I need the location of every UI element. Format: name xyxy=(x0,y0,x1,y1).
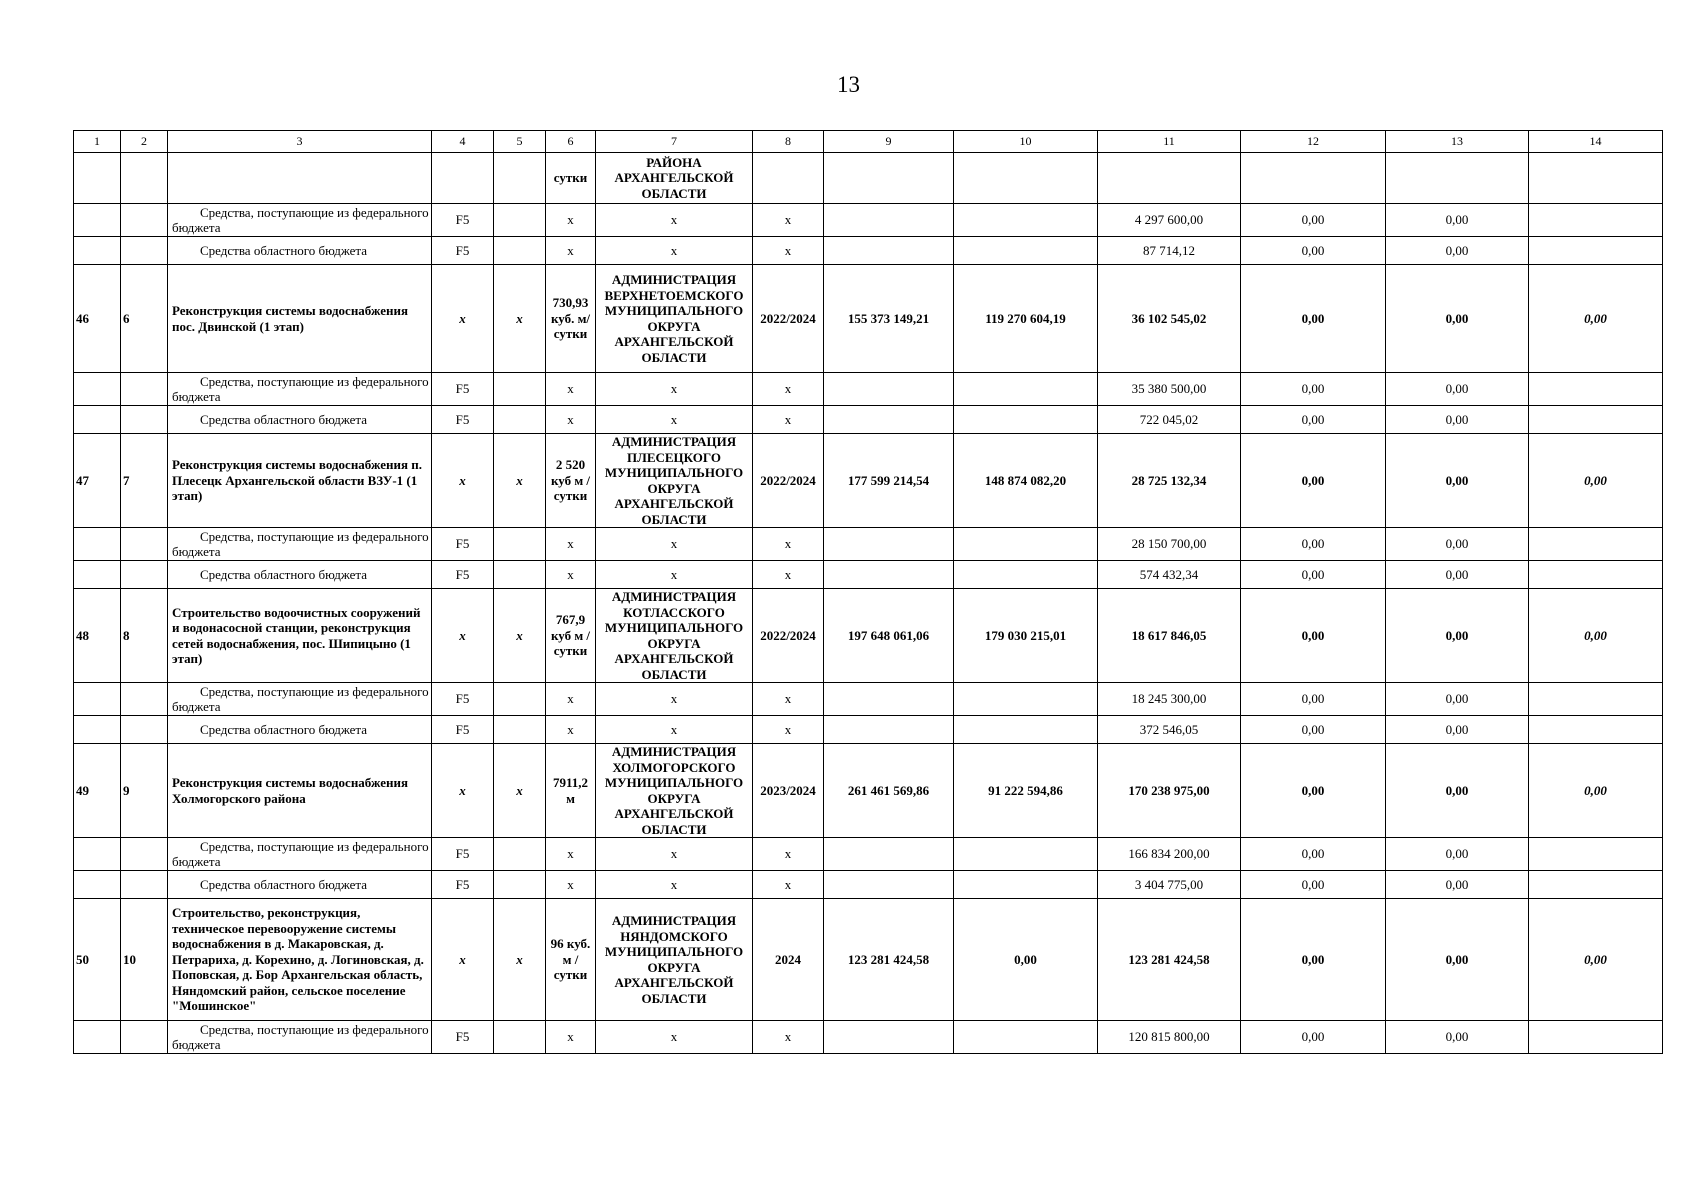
funding-row xyxy=(74,838,1663,871)
period-cell: х xyxy=(753,716,824,744)
cell-empty xyxy=(494,683,546,716)
funding-source-name: Средства областного бюджета xyxy=(168,561,432,589)
period-cell: 2023/2024 xyxy=(753,744,824,838)
cell-empty xyxy=(494,838,546,871)
row-number: 49 xyxy=(74,744,121,838)
col14-cell: 0,00 xyxy=(1529,589,1663,683)
cell-empty xyxy=(1529,406,1663,434)
col14-cell: 0,00 xyxy=(1529,899,1663,1021)
item-number: 10 xyxy=(121,899,168,1021)
capacity-cell: х xyxy=(546,528,596,561)
column-number: 14 xyxy=(1529,131,1663,153)
col11-cell: 18 245 300,00 xyxy=(1098,683,1241,716)
total-cost-cell: 197 648 061,06 xyxy=(824,589,954,683)
col13-cell: 0,00 xyxy=(1386,683,1529,716)
cell-empty xyxy=(121,406,168,434)
col12-cell: 0,00 xyxy=(1241,373,1386,406)
organization-cell: х xyxy=(596,871,753,899)
cell-empty xyxy=(954,406,1098,434)
col10-cell: 119 270 604,19 xyxy=(954,265,1098,373)
funding-row xyxy=(74,716,1663,744)
organization-cell: х xyxy=(596,1021,753,1054)
funding-source-name: Средства, поступающие из федерального бюджета xyxy=(168,838,432,871)
code-cell: F5 xyxy=(432,871,494,899)
col5-cell: х xyxy=(494,744,546,838)
col12-cell: 0,00 xyxy=(1241,265,1386,373)
cell-empty xyxy=(74,871,121,899)
project-row xyxy=(74,434,1663,528)
project-name: Реконструкция системы водоснабжения Холмогорского района xyxy=(168,744,432,838)
col10-cell: 148 874 082,20 xyxy=(954,434,1098,528)
table-body xyxy=(74,131,1663,1054)
col11-cell: 722 045,02 xyxy=(1098,406,1241,434)
cell-empty xyxy=(494,406,546,434)
funding-source-name: Средства областного бюджета xyxy=(168,406,432,434)
period-cell: 2022/2024 xyxy=(753,434,824,528)
capacity-cell: 7911,2 м xyxy=(546,744,596,838)
code-cell: F5 xyxy=(432,561,494,589)
capacity-cell: 96 куб. м / сутки xyxy=(546,899,596,1021)
row-number: 48 xyxy=(74,589,121,683)
col13-cell: 0,00 xyxy=(1386,561,1529,589)
code-cell: F5 xyxy=(432,716,494,744)
period-cell: х xyxy=(753,1021,824,1054)
cell-empty xyxy=(74,237,121,265)
period-cell: х xyxy=(753,838,824,871)
capacity-cell: х xyxy=(546,406,596,434)
code-cell: х xyxy=(432,744,494,838)
cell-empty xyxy=(1529,871,1663,899)
project-row xyxy=(74,265,1663,373)
cell-empty xyxy=(1241,153,1386,204)
cell-empty xyxy=(824,237,954,265)
row-number: 47 xyxy=(74,434,121,528)
funding-row xyxy=(74,561,1663,589)
project-row xyxy=(74,744,1663,838)
code-cell: F5 xyxy=(432,528,494,561)
col11-cell: 123 281 424,58 xyxy=(1098,899,1241,1021)
cell-empty xyxy=(74,153,121,204)
cell-empty xyxy=(1529,237,1663,265)
cell-empty xyxy=(824,528,954,561)
capacity-cell: х xyxy=(546,838,596,871)
organization-cell: х xyxy=(596,716,753,744)
funding-source-name: Средства областного бюджета xyxy=(168,237,432,265)
capacity-cell: х xyxy=(546,237,596,265)
period-cell: х xyxy=(753,237,824,265)
funding-row xyxy=(74,204,1663,237)
col12-cell: 0,00 xyxy=(1241,871,1386,899)
col13-cell: 0,00 xyxy=(1386,237,1529,265)
col12-cell: 0,00 xyxy=(1241,716,1386,744)
col5-cell: х xyxy=(494,589,546,683)
cell-empty xyxy=(824,838,954,871)
cell-empty xyxy=(824,716,954,744)
organization-cell: х xyxy=(596,838,753,871)
col14-cell: 0,00 xyxy=(1529,265,1663,373)
cell-empty xyxy=(1529,683,1663,716)
cell-empty xyxy=(74,683,121,716)
cell-empty xyxy=(494,561,546,589)
capacity-cell: х xyxy=(546,561,596,589)
cell-empty xyxy=(1529,561,1663,589)
column-number: 3 xyxy=(168,131,432,153)
col12-cell: 0,00 xyxy=(1241,899,1386,1021)
funding-row xyxy=(74,237,1663,265)
cell-empty xyxy=(494,373,546,406)
cell-empty xyxy=(74,406,121,434)
col13-cell: 0,00 xyxy=(1386,871,1529,899)
cell-empty xyxy=(954,838,1098,871)
cell-empty xyxy=(121,683,168,716)
cell-empty xyxy=(74,1021,121,1054)
col11-cell: 166 834 200,00 xyxy=(1098,838,1241,871)
funding-row xyxy=(74,406,1663,434)
col12-cell: 0,00 xyxy=(1241,744,1386,838)
col11-cell: 3 404 775,00 xyxy=(1098,871,1241,899)
cell-empty xyxy=(121,204,168,237)
cell-empty xyxy=(824,373,954,406)
cell-empty xyxy=(1529,1021,1663,1054)
column-number-row xyxy=(74,131,1663,153)
col5-cell: х xyxy=(494,265,546,373)
col13-cell: 0,00 xyxy=(1386,434,1529,528)
cell-empty xyxy=(954,561,1098,589)
continuation-row xyxy=(74,153,1663,204)
col10-cell: 0,00 xyxy=(954,899,1098,1021)
cell-empty xyxy=(824,153,954,204)
organization-cell: х xyxy=(596,528,753,561)
cell-empty xyxy=(753,153,824,204)
capacity-cell: 2 520 куб м / сутки xyxy=(546,434,596,528)
organization-cell: х xyxy=(596,406,753,434)
col12-cell: 0,00 xyxy=(1241,237,1386,265)
col13-cell: 0,00 xyxy=(1386,373,1529,406)
col11-cell: 28 150 700,00 xyxy=(1098,528,1241,561)
col13-cell: 0,00 xyxy=(1386,406,1529,434)
funding-source-name: Средства областного бюджета xyxy=(168,716,432,744)
funding-row xyxy=(74,1021,1663,1054)
funding-source-name: Средства, поступающие из федерального бюджета xyxy=(168,373,432,406)
funding-row xyxy=(74,871,1663,899)
cell-empty xyxy=(74,528,121,561)
cell-empty xyxy=(494,1021,546,1054)
code-cell: F5 xyxy=(432,1021,494,1054)
cell-empty xyxy=(824,204,954,237)
column-number: 9 xyxy=(824,131,954,153)
item-number: 8 xyxy=(121,589,168,683)
cell-empty xyxy=(121,561,168,589)
cell-empty xyxy=(74,561,121,589)
col11-cell: 28 725 132,34 xyxy=(1098,434,1241,528)
period-cell: х xyxy=(753,561,824,589)
organization-cell: АДМИНИСТРАЦИЯ ХОЛМОГОРСКОГО МУНИЦИПАЛЬНОГО ОКРУГА АРХАНГЕЛЬСКОЙ ОБЛАСТИ xyxy=(596,744,753,838)
cell-empty xyxy=(121,871,168,899)
page-number: 13 xyxy=(837,72,860,97)
cell-empty xyxy=(954,1021,1098,1054)
col10-cell: 91 222 594,86 xyxy=(954,744,1098,838)
project-name: Строительство, реконструкция, техническое перевооружение системы водоснабжения в д. Макаровская, д. Петрариха, д. Корехино, д. Логиновская, д. Поповская, д. Бор Архангельская область, Няндомский район, сельское поселение "Мошинское" xyxy=(168,899,432,1021)
code-cell: F5 xyxy=(432,406,494,434)
cell-empty xyxy=(1529,838,1663,871)
funding-source-name: Средства, поступающие из федерального бюджета xyxy=(168,528,432,561)
cell-empty xyxy=(432,153,494,204)
col12-cell: 0,00 xyxy=(1241,838,1386,871)
col11-cell: 372 546,05 xyxy=(1098,716,1241,744)
cell-empty xyxy=(824,406,954,434)
cell-empty xyxy=(168,153,432,204)
cell-empty xyxy=(74,838,121,871)
column-number: 12 xyxy=(1241,131,1386,153)
row-number: 50 xyxy=(74,899,121,1021)
column-number: 10 xyxy=(954,131,1098,153)
col11-cell: 87 714,12 xyxy=(1098,237,1241,265)
item-number: 7 xyxy=(121,434,168,528)
project-name: Строительство водоочистных сооружений и водонасосной станции, реконструкция сетей водоснабжения, пос. Шипицыно (1 этап) xyxy=(168,589,432,683)
period-cell: х xyxy=(753,683,824,716)
col13-cell: 0,00 xyxy=(1386,528,1529,561)
capacity-cell: х xyxy=(546,204,596,237)
total-cost-cell: 261 461 569,86 xyxy=(824,744,954,838)
cell-empty xyxy=(121,237,168,265)
capacity-cell: сутки xyxy=(546,153,596,204)
code-cell: F5 xyxy=(432,373,494,406)
cell-empty xyxy=(1529,204,1663,237)
funding-row xyxy=(74,528,1663,561)
organization-cell: х xyxy=(596,237,753,265)
code-cell: F5 xyxy=(432,838,494,871)
cell-empty xyxy=(824,683,954,716)
column-number: 5 xyxy=(494,131,546,153)
cell-empty xyxy=(954,716,1098,744)
organization-cell: РАЙОНА АРХАНГЕЛЬСКОЙ ОБЛАСТИ xyxy=(596,153,753,204)
code-cell: х xyxy=(432,265,494,373)
organization-cell: АДМИНИСТРАЦИЯ НЯНДОМСКОГО МУНИЦИПАЛЬНОГО ОКРУГА АРХАНГЕЛЬСКОЙ ОБЛАСТИ xyxy=(596,899,753,1021)
cell-empty xyxy=(494,871,546,899)
cell-empty xyxy=(1098,153,1241,204)
col5-cell: х xyxy=(494,434,546,528)
project-name: Реконструкция системы водоснабжения пос. Двинской (1 этап) xyxy=(168,265,432,373)
cell-empty xyxy=(1529,153,1663,204)
total-cost-cell: 123 281 424,58 xyxy=(824,899,954,1021)
cell-empty xyxy=(1529,373,1663,406)
col13-cell: 0,00 xyxy=(1386,838,1529,871)
cell-empty xyxy=(74,373,121,406)
col12-cell: 0,00 xyxy=(1241,1021,1386,1054)
row-number: 46 xyxy=(74,265,121,373)
budget-table xyxy=(73,130,1663,1054)
col12-cell: 0,00 xyxy=(1241,528,1386,561)
col12-cell: 0,00 xyxy=(1241,589,1386,683)
capacity-cell: х xyxy=(546,716,596,744)
capacity-cell: 767,9 куб м / сутки xyxy=(546,589,596,683)
cell-empty xyxy=(121,716,168,744)
col11-cell: 4 297 600,00 xyxy=(1098,204,1241,237)
col13-cell: 0,00 xyxy=(1386,589,1529,683)
cell-empty xyxy=(494,204,546,237)
capacity-cell: х xyxy=(546,871,596,899)
col13-cell: 0,00 xyxy=(1386,716,1529,744)
project-row xyxy=(74,899,1663,1021)
organization-cell: х xyxy=(596,561,753,589)
code-cell: х xyxy=(432,899,494,1021)
total-cost-cell: 177 599 214,54 xyxy=(824,434,954,528)
col13-cell: 0,00 xyxy=(1386,899,1529,1021)
cell-empty xyxy=(121,838,168,871)
col11-cell: 35 380 500,00 xyxy=(1098,373,1241,406)
capacity-cell: х xyxy=(546,373,596,406)
cell-empty xyxy=(494,716,546,744)
code-cell: х xyxy=(432,589,494,683)
code-cell: F5 xyxy=(432,204,494,237)
code-cell: х xyxy=(432,434,494,528)
period-cell: 2024 xyxy=(753,899,824,1021)
cell-empty xyxy=(121,373,168,406)
period-cell: х xyxy=(753,373,824,406)
column-number: 4 xyxy=(432,131,494,153)
period-cell: х xyxy=(753,204,824,237)
item-number: 6 xyxy=(121,265,168,373)
total-cost-cell: 155 373 149,21 xyxy=(824,265,954,373)
cell-empty xyxy=(954,237,1098,265)
cell-empty xyxy=(954,528,1098,561)
col12-cell: 0,00 xyxy=(1241,683,1386,716)
col13-cell: 0,00 xyxy=(1386,744,1529,838)
col5-cell: х xyxy=(494,899,546,1021)
cell-empty xyxy=(954,373,1098,406)
cell-empty xyxy=(121,1021,168,1054)
col12-cell: 0,00 xyxy=(1241,434,1386,528)
col11-cell: 36 102 545,02 xyxy=(1098,265,1241,373)
cell-empty xyxy=(824,871,954,899)
cell-empty xyxy=(121,528,168,561)
col14-cell: 0,00 xyxy=(1529,434,1663,528)
organization-cell: х xyxy=(596,683,753,716)
col14-cell: 0,00 xyxy=(1529,744,1663,838)
col11-cell: 574 432,34 xyxy=(1098,561,1241,589)
cell-empty xyxy=(121,153,168,204)
column-number: 13 xyxy=(1386,131,1529,153)
organization-cell: АДМИНИСТРАЦИЯ ПЛЕСЕЦКОГО МУНИЦИПАЛЬНОГО ОКРУГА АРХАНГЕЛЬСКОЙ ОБЛАСТИ xyxy=(596,434,753,528)
cell-empty xyxy=(824,1021,954,1054)
col12-cell: 0,00 xyxy=(1241,406,1386,434)
column-number: 2 xyxy=(121,131,168,153)
capacity-cell: 730,93 куб. м/сутки xyxy=(546,265,596,373)
col11-cell: 170 238 975,00 xyxy=(1098,744,1241,838)
organization-cell: АДМИНИСТРАЦИЯ КОТЛАССКОГО МУНИЦИПАЛЬНОГО ОКРУГА АРХАНГЕЛЬСКОЙ ОБЛАСТИ xyxy=(596,589,753,683)
column-number: 6 xyxy=(546,131,596,153)
col11-cell: 120 815 800,00 xyxy=(1098,1021,1241,1054)
cell-empty xyxy=(1529,528,1663,561)
col10-cell: 179 030 215,01 xyxy=(954,589,1098,683)
funding-source-name: Средства, поступающие из федерального бюджета xyxy=(168,683,432,716)
capacity-cell: х xyxy=(546,683,596,716)
item-number: 9 xyxy=(121,744,168,838)
organization-cell: х xyxy=(596,204,753,237)
project-row xyxy=(74,589,1663,683)
period-cell: х xyxy=(753,871,824,899)
funding-source-name: Средства, поступающие из федерального бюджета xyxy=(168,1021,432,1054)
organization-cell: х xyxy=(596,373,753,406)
cell-empty xyxy=(494,237,546,265)
column-number: 1 xyxy=(74,131,121,153)
cell-empty xyxy=(954,683,1098,716)
cell-empty xyxy=(954,871,1098,899)
cell-empty xyxy=(494,528,546,561)
capacity-cell: х xyxy=(546,1021,596,1054)
column-number: 8 xyxy=(753,131,824,153)
period-cell: 2022/2024 xyxy=(753,589,824,683)
cell-empty xyxy=(954,204,1098,237)
cell-empty xyxy=(74,716,121,744)
code-cell: F5 xyxy=(432,237,494,265)
funding-row xyxy=(74,683,1663,716)
cell-empty xyxy=(1386,153,1529,204)
col13-cell: 0,00 xyxy=(1386,204,1529,237)
organization-cell: АДМИНИСТРАЦИЯ ВЕРХНЕТОЕМСКОГО МУНИЦИПАЛЬНОГО ОКРУГА АРХАНГЕЛЬСКОЙ ОБЛАСТИ xyxy=(596,265,753,373)
col13-cell: 0,00 xyxy=(1386,1021,1529,1054)
column-number: 7 xyxy=(596,131,753,153)
funding-row xyxy=(74,373,1663,406)
col13-cell: 0,00 xyxy=(1386,265,1529,373)
funding-source-name: Средства областного бюджета xyxy=(168,871,432,899)
funding-source-name: Средства, поступающие из федерального бюджета xyxy=(168,204,432,237)
cell-empty xyxy=(74,204,121,237)
period-cell: х xyxy=(753,406,824,434)
cell-empty xyxy=(1529,716,1663,744)
col12-cell: 0,00 xyxy=(1241,204,1386,237)
column-number: 11 xyxy=(1098,131,1241,153)
period-cell: 2022/2024 xyxy=(753,265,824,373)
cell-empty xyxy=(824,561,954,589)
project-name: Реконструкция системы водоснабжения п. Плесецк Архангельской области ВЗУ-1 (1 этап) xyxy=(168,434,432,528)
cell-empty xyxy=(954,153,1098,204)
col11-cell: 18 617 846,05 xyxy=(1098,589,1241,683)
code-cell: F5 xyxy=(432,683,494,716)
col12-cell: 0,00 xyxy=(1241,561,1386,589)
period-cell: х xyxy=(753,528,824,561)
cell-empty xyxy=(494,153,546,204)
